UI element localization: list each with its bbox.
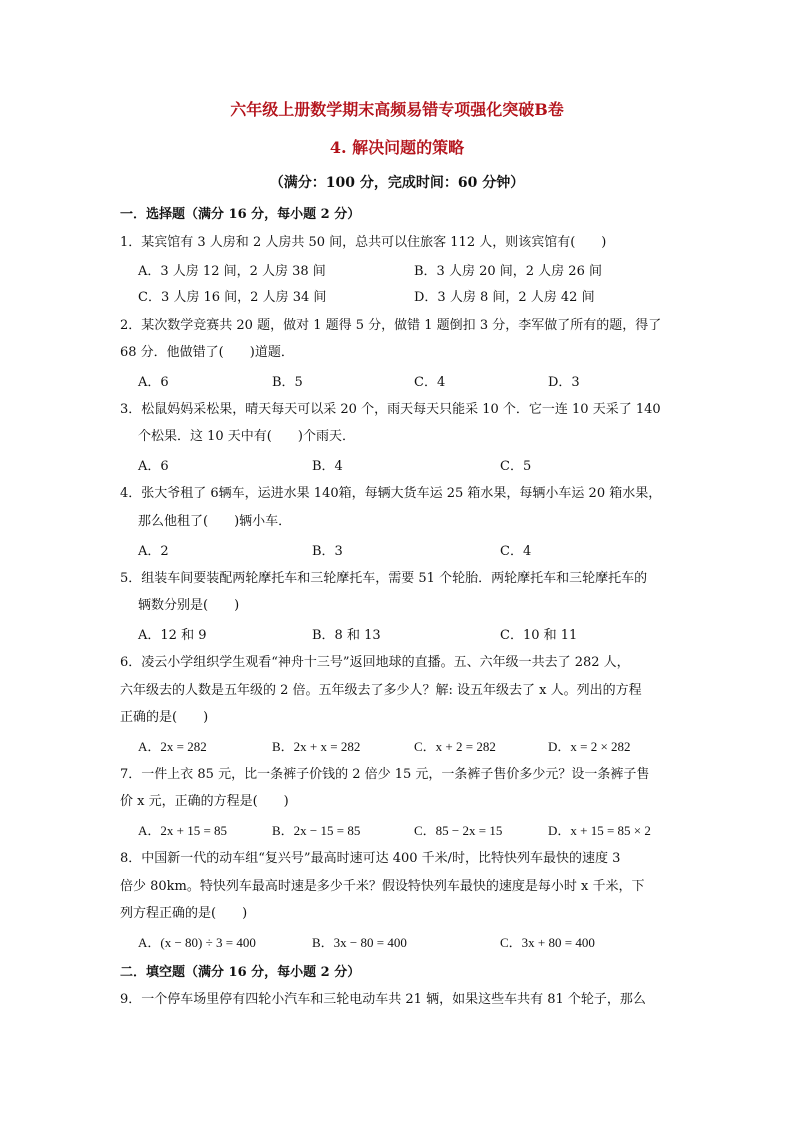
question-2-option-c: C．4: [414, 375, 446, 390]
question-3-stem-line-2: 个松果．这 10 天中有( )个雨天．: [138, 429, 355, 444]
question-7-option-b: B．2x − 15 = 85: [272, 823, 361, 838]
question-5-option-a: A．12 和 9: [138, 628, 207, 643]
question-7-option-d: D．x + 15 = 85 × 2: [548, 823, 651, 838]
question-7-stem-line-1: 7．一件上衣 85 元，比一条裤子价钱的 2 倍少 15 元，一条裤子售价多少元？设一条裤子售: [120, 767, 650, 782]
question-8-option-c: C．3x + 80 = 400: [500, 935, 595, 950]
question-2-option-d: D．3: [548, 375, 580, 390]
question-6-stem-line-2: 六年级去的人数是五年级的 2 倍。五年级去了多少人？解: 设五年级去了 x 人。列出的方程: [120, 683, 642, 698]
question-6-option-d: D．x = 2 × 282: [548, 739, 631, 754]
question-3-option-b: B．4: [312, 459, 343, 474]
question-3-option-c: C．5: [500, 459, 532, 474]
exam-subtitle: 4. 解决问题的策略: [329, 138, 465, 157]
question-2-option-a: A．6: [138, 375, 169, 390]
question-8-option-b: B．3x − 80 = 400: [312, 935, 407, 950]
exam-title: 六年级上册数学期末高频易错专项强化突破B卷: [230, 100, 564, 119]
question-2-option-b: B．5: [272, 375, 303, 390]
question-3-option-a: A．6: [138, 459, 169, 474]
question-7-option-a: A．2x + 15 = 85: [138, 823, 228, 838]
question-5-stem-line-2: 辆数分别是( ): [138, 598, 240, 613]
question-4-stem-line-1: 4．张大爷租了 6辆车，运进水果 140箱，每辆大货车运 25 箱水果，每辆小车运 20 箱水果，: [120, 486, 662, 501]
question-1-option-a: A．3 人房 12 间，2 人房 38 间: [138, 264, 326, 279]
question-5-stem-line-1: 5．组装车间要装配两轮摩托车和三轮摩托车，需要 51 个轮胎．两轮摩托车和三轮摩托车的: [120, 571, 648, 586]
exam-note: （满分：100 分，完成时间：60 分钟）: [269, 175, 525, 191]
question-5-option-b: B．8 和 13: [312, 628, 381, 643]
question-4-option-c: C．4: [500, 544, 532, 559]
question-3-stem-line-1: 3．松鼠妈妈采松果，晴天每天可以采 20 个，雨天每天只能采 10 个．它一连 10 天采了 140: [120, 402, 661, 417]
question-1-option-b: B．3 人房 20 间，2 人房 26 间: [414, 264, 602, 279]
section-heading-fill-blank: 二．填空题（满分 16 分，每小题 2 分）: [120, 965, 361, 980]
question-1-option-c: C．3 人房 16 间，2 人房 34 间: [138, 290, 327, 305]
question-2-stem-line-1: 2．某次数学竞赛共 20 题，做对 1 题得 5 分，做错 1 题倒扣 3 分，李军做了所有的题，得了: [120, 318, 662, 333]
question-6-option-c: C．x + 2 = 282: [414, 739, 496, 754]
question-7-stem-line-2: 价 x 元，正确的方程是( ): [120, 794, 289, 809]
question-6-stem-line-3: 正确的是( ): [120, 710, 209, 725]
question-5-option-c: C．10 和 11: [500, 628, 578, 643]
question-8-stem-line-2: 倍少 80km。特快列车最高时速是多少千米？假设特快列车最快的速度是每小时 x 千米，下: [120, 879, 645, 894]
question-8-option-a: A．(x − 80) ÷ 3 = 400: [138, 935, 256, 950]
question-1-stem: 1．某宾馆有 3 人房和 2 人房共 50 间，总共可以住旅客 112 人，则该宾馆有( ): [120, 235, 607, 250]
question-6-stem-line-1: 6．凌云小学组织学生观看“神舟十三号”返回地球的直播。五、六年级一共去了 282 人，: [120, 655, 630, 670]
question-6-option-a: A．2x = 282: [138, 739, 207, 754]
question-4-option-a: A．2: [138, 544, 169, 559]
question-8-stem-line-1: 8．中国新一代的动车组“复兴号”最高时速可达 400 千米/时，比特快列车最快的速度 3: [120, 851, 621, 866]
question-4-option-b: B．3: [312, 544, 343, 559]
question-7-option-c: C．85 − 2x = 15: [414, 823, 503, 838]
question-4-stem-line-2: 那么他租了( )辆小车．: [138, 514, 292, 529]
question-6-option-b: B．2x + x = 282: [272, 739, 361, 754]
question-9-stem-line-1: 9．一个停车场里停有四轮小汽车和三轮电动车共 21 辆，如果这些车共有 81 个轮子，那么: [120, 992, 646, 1007]
question-1-option-d: D．3 人房 8 间，2 人房 42 间: [414, 290, 595, 305]
section-heading-choice: 一．选择题（满分 16 分，每小题 2 分）: [120, 207, 361, 222]
question-8-stem-line-3: 列方程正确的是( ): [120, 906, 248, 921]
question-2-stem-line-2: 68 分．他做错了( )道题．: [120, 345, 294, 360]
